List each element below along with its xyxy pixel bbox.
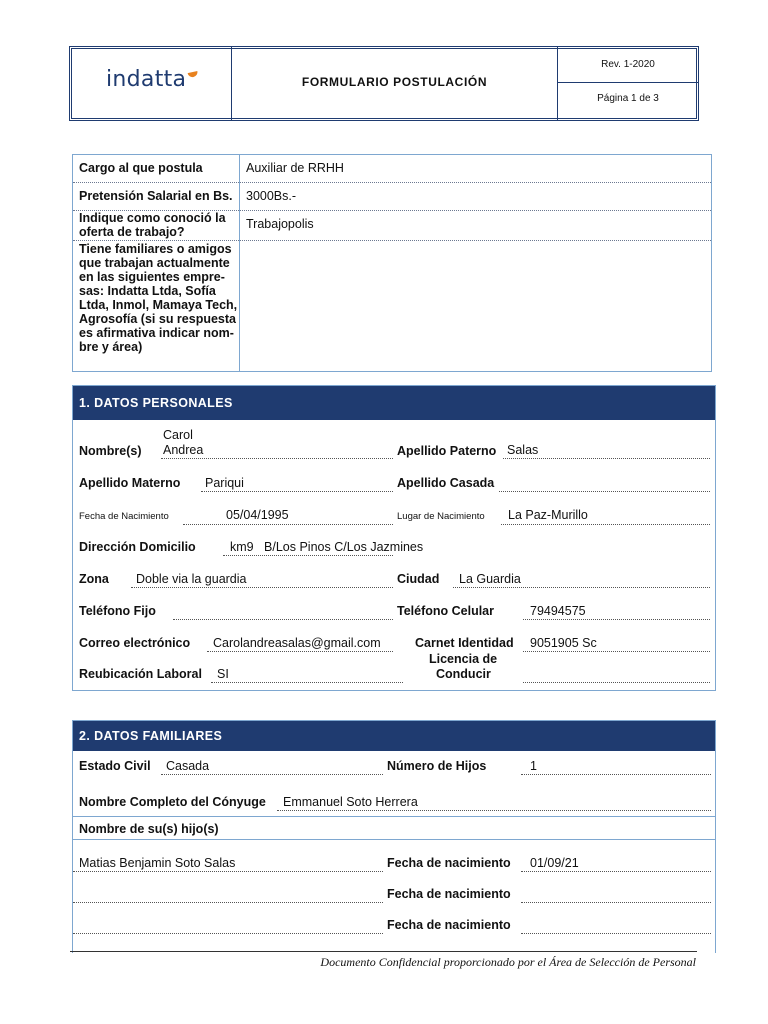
hijo-name[interactable]: Matias Benjamin Soto Salas: [79, 856, 236, 870]
familiares-line: en las siguientes empre-: [79, 270, 225, 284]
indatta-logo: indatta: [106, 67, 187, 92]
field-underline: [161, 774, 383, 775]
hijo-birth-label: Fecha de nacimiento: [387, 918, 511, 932]
apellido-casada-label: Apellido Casada: [397, 476, 495, 490]
fecha-nacimiento-value[interactable]: 05/04/1995: [226, 508, 289, 522]
field-underline: [503, 458, 710, 459]
field-underline: [499, 491, 710, 492]
field-underline: [131, 587, 393, 588]
revision-cell: [557, 47, 698, 120]
familiares-line: que trabajan actualmente: [79, 256, 230, 270]
page-number: Página 1 de 3: [597, 93, 659, 104]
familiares-line: es afirmativa indicar nom-: [79, 326, 234, 340]
reubicacion-label: Reubicación Laboral: [79, 667, 202, 681]
oferta-label-line2: oferta de trabajo?: [79, 225, 185, 239]
conyuge-label: Nombre Completo del Cónyuge: [79, 795, 266, 809]
footer-note: Documento Confidencial proporcionado por el Área de Selección de Personal: [320, 955, 696, 969]
carnet-label: Carnet Identidad: [415, 636, 514, 650]
logo-cell: [70, 47, 232, 120]
form-title: FORMULARIO POSTULACIÓN: [301, 75, 488, 89]
field-underline: [211, 682, 403, 683]
zona-value[interactable]: Doble via la guardia: [136, 572, 247, 586]
estado-civil-label: Estado Civil: [79, 759, 151, 773]
row-divider: [73, 816, 715, 817]
nombres-label: Nombre(s): [79, 444, 142, 458]
apellido-materno-label: Apellido Materno: [79, 476, 181, 490]
licencia-label-line1: Licencia de: [429, 652, 498, 666]
field-underline: [73, 933, 383, 934]
field-underline: [201, 491, 393, 492]
field-underline: [523, 619, 710, 620]
logo-accent-icon: [188, 71, 199, 78]
datos-familiares-section: [72, 720, 716, 953]
section-header: [73, 721, 715, 751]
oferta-value[interactable]: Trabajopolis: [246, 217, 314, 231]
apellido-materno-value[interactable]: Pariqui: [205, 476, 244, 490]
nombres-value-line1[interactable]: Carol: [163, 428, 193, 442]
field-underline: [453, 587, 710, 588]
lugar-nacimiento-value[interactable]: La Paz-Murillo: [508, 508, 588, 522]
telefono-celular-label: Teléfono Celular: [397, 604, 495, 618]
lugar-nacimiento-label: Lugar de Nacimiento: [397, 511, 485, 522]
correo-label: Correo electrónico: [79, 636, 191, 650]
familiares-line: sas: Indatta Ltda, Sofía: [79, 284, 216, 298]
familiares-line: Agrosofía (si su respuesta: [79, 312, 236, 326]
row-divider: [73, 839, 715, 840]
numero-hijos-value[interactable]: 1: [530, 759, 537, 773]
conyuge-value[interactable]: Emmanuel Soto Herrera: [283, 795, 418, 809]
oferta-label-line1: Indique como conoció la: [79, 211, 226, 225]
apellido-paterno-value[interactable]: Salas: [507, 443, 539, 457]
field-underline: [277, 810, 711, 811]
row-divider: [73, 240, 711, 241]
hijos-label: Nombre de su(s) hijo(s): [79, 822, 219, 836]
row-divider: [73, 182, 711, 183]
telefono-fijo-label: Teléfono Fijo: [79, 604, 156, 618]
fecha-nacimiento-label: Fecha de Nacimiento: [79, 511, 169, 522]
cargo-value[interactable]: Auxiliar de RRHH: [246, 161, 344, 175]
cargo-label: Cargo al que postula: [79, 161, 203, 175]
hijo-birth-value[interactable]: 01/09/21: [530, 856, 579, 870]
column-divider: [239, 155, 240, 371]
ciudad-value[interactable]: La Guardia: [459, 572, 521, 586]
field-underline: [73, 871, 383, 872]
footer-divider: [70, 951, 697, 952]
section-title: 1. DATOS PERSONALES: [79, 396, 233, 410]
revision-divider: [558, 82, 698, 83]
zona-label: Zona: [79, 572, 109, 586]
hijo-birth-label: Fecha de nacimiento: [387, 887, 511, 901]
ciudad-label: Ciudad: [397, 572, 440, 586]
field-underline: [523, 651, 710, 652]
document-header: [69, 46, 699, 121]
application-table: [72, 154, 712, 372]
field-underline: [223, 555, 393, 556]
field-underline: [521, 871, 711, 872]
reubicacion-value[interactable]: SI: [217, 667, 229, 681]
carnet-value[interactable]: 9051905 Sc: [530, 636, 597, 650]
field-underline: [523, 682, 710, 683]
field-underline: [521, 933, 711, 934]
salario-label: Pretensión Salarial en Bs.: [79, 189, 233, 203]
section-header: [73, 386, 715, 420]
field-underline: [173, 619, 393, 620]
field-underline: [73, 902, 383, 903]
nombres-value-line2[interactable]: Andrea: [163, 443, 204, 457]
field-underline: [521, 902, 711, 903]
field-underline: [207, 651, 393, 652]
field-underline: [521, 774, 711, 775]
telefono-celular-value[interactable]: 79494575: [530, 604, 586, 618]
revision-number: Rev. 1-2020: [601, 59, 655, 70]
field-underline: [183, 524, 393, 525]
field-underline: [161, 458, 393, 459]
licencia-label-line2: Conducir: [436, 667, 491, 681]
direccion-value[interactable]: km9 B/Los Pinos C/Los Jazmines: [230, 540, 424, 554]
hijo-birth-label: Fecha de nacimiento: [387, 856, 511, 870]
datos-personales-section: [72, 385, 716, 691]
section-title: 2. DATOS FAMILIARES: [79, 729, 223, 743]
numero-hijos-label: Número de Hijos: [387, 759, 487, 773]
apellido-paterno-label: Apellido Paterno: [397, 444, 497, 458]
familiares-line: Ltda, Inmol, Mamaya Tech,: [79, 298, 238, 312]
correo-value[interactable]: Carolandreasalas@gmail.com: [213, 636, 381, 650]
field-underline: [501, 524, 710, 525]
salario-value[interactable]: 3000Bs.-: [246, 189, 297, 203]
estado-civil-value[interactable]: Casada: [166, 759, 210, 773]
familiares-line: Tiene familiares o amigos: [79, 242, 232, 256]
familiares-line: bre y área): [79, 340, 143, 354]
direccion-label: Dirección Domicilio: [79, 540, 196, 554]
